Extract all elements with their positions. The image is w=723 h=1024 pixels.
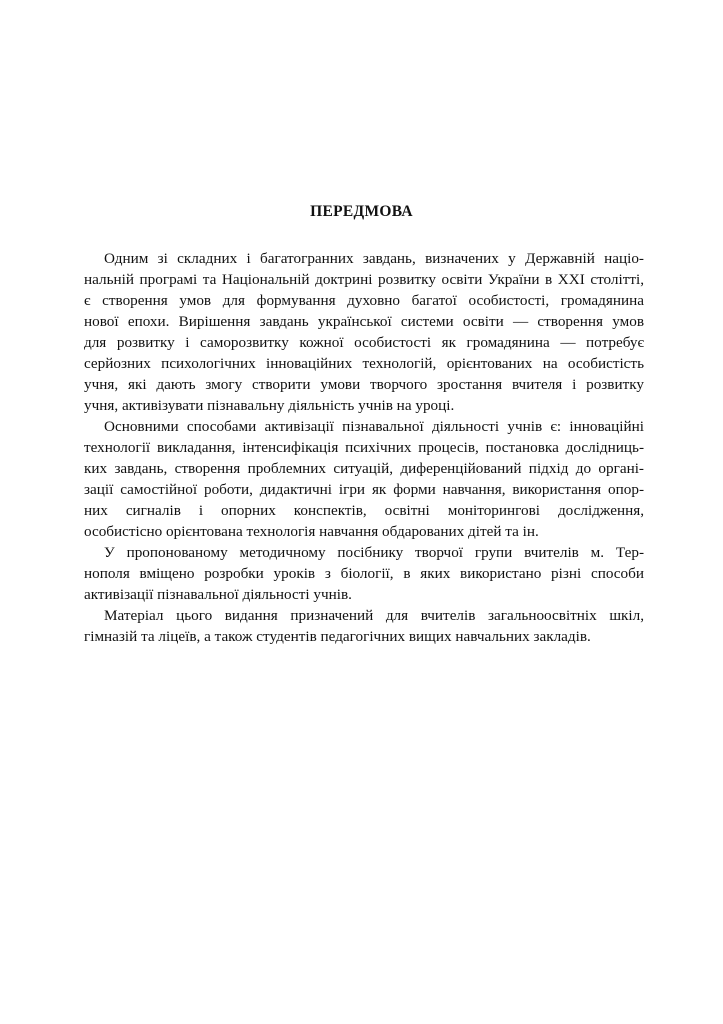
text-line: нової епохи. Вирішення завдань української системи освіти — створення умов xyxy=(84,313,644,330)
text-line: нополя вміщено розробки уроків з біології, в яких використано різні способи xyxy=(84,565,644,582)
text-line: зації самостійної роботи, дидактичні ігри як форми навчання, використання опор- xyxy=(84,481,644,498)
text-line: нальній програмі та Національній доктрині розвитку освіти України в XXI столітті, xyxy=(84,271,644,288)
text-line: особистісно орієнтована технологія навчання обдарованих дітей та ін. xyxy=(84,523,539,540)
text-line: учня, які дають змогу створити умови творчого зростання вчителя і розвитку xyxy=(84,376,644,393)
text-line: Основними способами активізації пізнавальної діяльності учнів є: інноваційні xyxy=(104,418,644,435)
text-line: технології викладання, інтенсифікація психічних процесів, постановка дослідниць- xyxy=(84,439,644,456)
text-line: гімназій та ліцеїв, а також студентів педагогічних вищих навчальних закладів. xyxy=(84,628,591,645)
text-line: для розвитку і саморозвитку кожної особистості як громадянина — потребує xyxy=(84,334,644,351)
page-title: ПЕРЕДМОВА xyxy=(310,203,413,220)
text-line: активізації пізнавальної діяльності учнів. xyxy=(84,586,352,603)
text-line: них сигналів і опорних конспектів, освітні моніторингові дослідження, xyxy=(84,502,644,519)
body-text xyxy=(84,248,644,647)
text-line: серйозних психологічних інноваційних технологій, орієнтованих на особистість xyxy=(84,355,644,372)
text-line: ких завдань, створення проблемних ситуацій, диференційований підхід до органі- xyxy=(84,460,644,477)
text-line: Матеріал цього видання призначений для вчителів загальноосвітніх шкіл, xyxy=(104,607,644,624)
text-line: є створення умов для формування духовно багатої особистості, громадянина xyxy=(84,292,644,309)
text-line: У пропонованому методичному посібнику творчої групи вчителів м. Тер- xyxy=(104,544,644,561)
text-line: учня, активізувати пізнавальну діяльність учнів на уроці. xyxy=(84,397,455,414)
text-line: Одним зі складних і багатогранних завдань, визначених у Державній націо- xyxy=(104,250,644,267)
